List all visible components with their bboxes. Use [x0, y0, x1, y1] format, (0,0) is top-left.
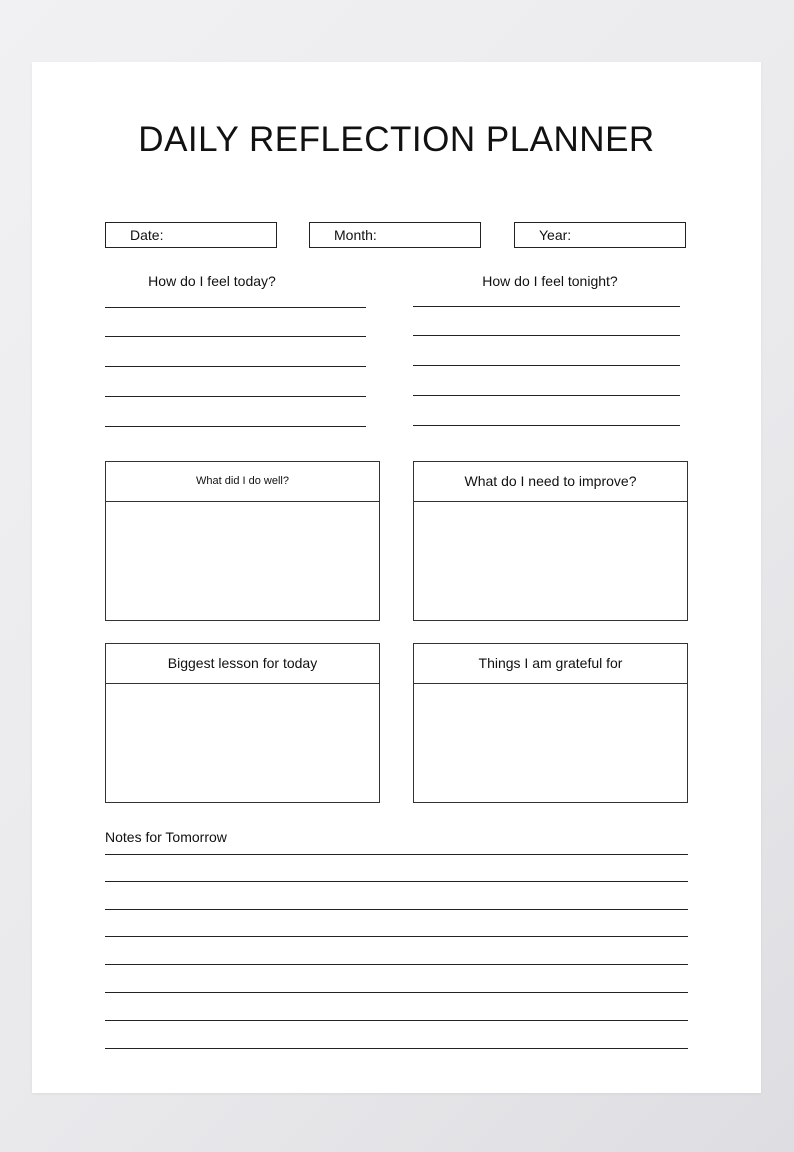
- writing-line[interactable]: [105, 366, 366, 367]
- month-label: Month:: [334, 227, 377, 243]
- grateful-heading: Things I am grateful for: [414, 644, 687, 684]
- notes-line[interactable]: [105, 881, 688, 882]
- did-well-box[interactable]: [105, 461, 380, 621]
- notes-label: Notes for Tomorrow: [105, 829, 227, 845]
- year-field[interactable]: [514, 222, 686, 248]
- date-label: Date:: [130, 227, 164, 243]
- planner-page: [32, 62, 761, 1093]
- lesson-box[interactable]: [105, 643, 380, 803]
- lesson-heading: Biggest lesson for today: [106, 644, 379, 684]
- notes-line[interactable]: [105, 854, 688, 855]
- month-field[interactable]: [309, 222, 481, 248]
- writing-line[interactable]: [105, 307, 366, 308]
- grateful-box[interactable]: [413, 643, 688, 803]
- date-field[interactable]: [105, 222, 277, 248]
- writing-line[interactable]: [413, 425, 680, 426]
- year-label: Year:: [539, 227, 572, 243]
- notes-line[interactable]: [105, 909, 688, 910]
- notes-line[interactable]: [105, 964, 688, 965]
- writing-line[interactable]: [105, 426, 366, 427]
- notes-line[interactable]: [105, 936, 688, 937]
- writing-line[interactable]: [105, 396, 366, 397]
- writing-line[interactable]: [413, 335, 680, 336]
- notes-line[interactable]: [105, 1048, 688, 1049]
- improve-heading: What do I need to improve?: [414, 462, 687, 502]
- writing-line[interactable]: [413, 365, 680, 366]
- feel-today-label: How do I feel today?: [148, 273, 276, 289]
- page-title: DAILY REFLECTION PLANNER: [138, 120, 655, 159]
- writing-line[interactable]: [105, 336, 366, 337]
- feel-tonight-label: How do I feel tonight?: [482, 273, 618, 289]
- notes-line[interactable]: [105, 1020, 688, 1021]
- writing-line[interactable]: [413, 395, 680, 396]
- did-well-heading: What did I do well?: [106, 462, 379, 502]
- improve-box[interactable]: [413, 461, 688, 621]
- writing-line[interactable]: [413, 306, 680, 307]
- notes-line[interactable]: [105, 992, 688, 993]
